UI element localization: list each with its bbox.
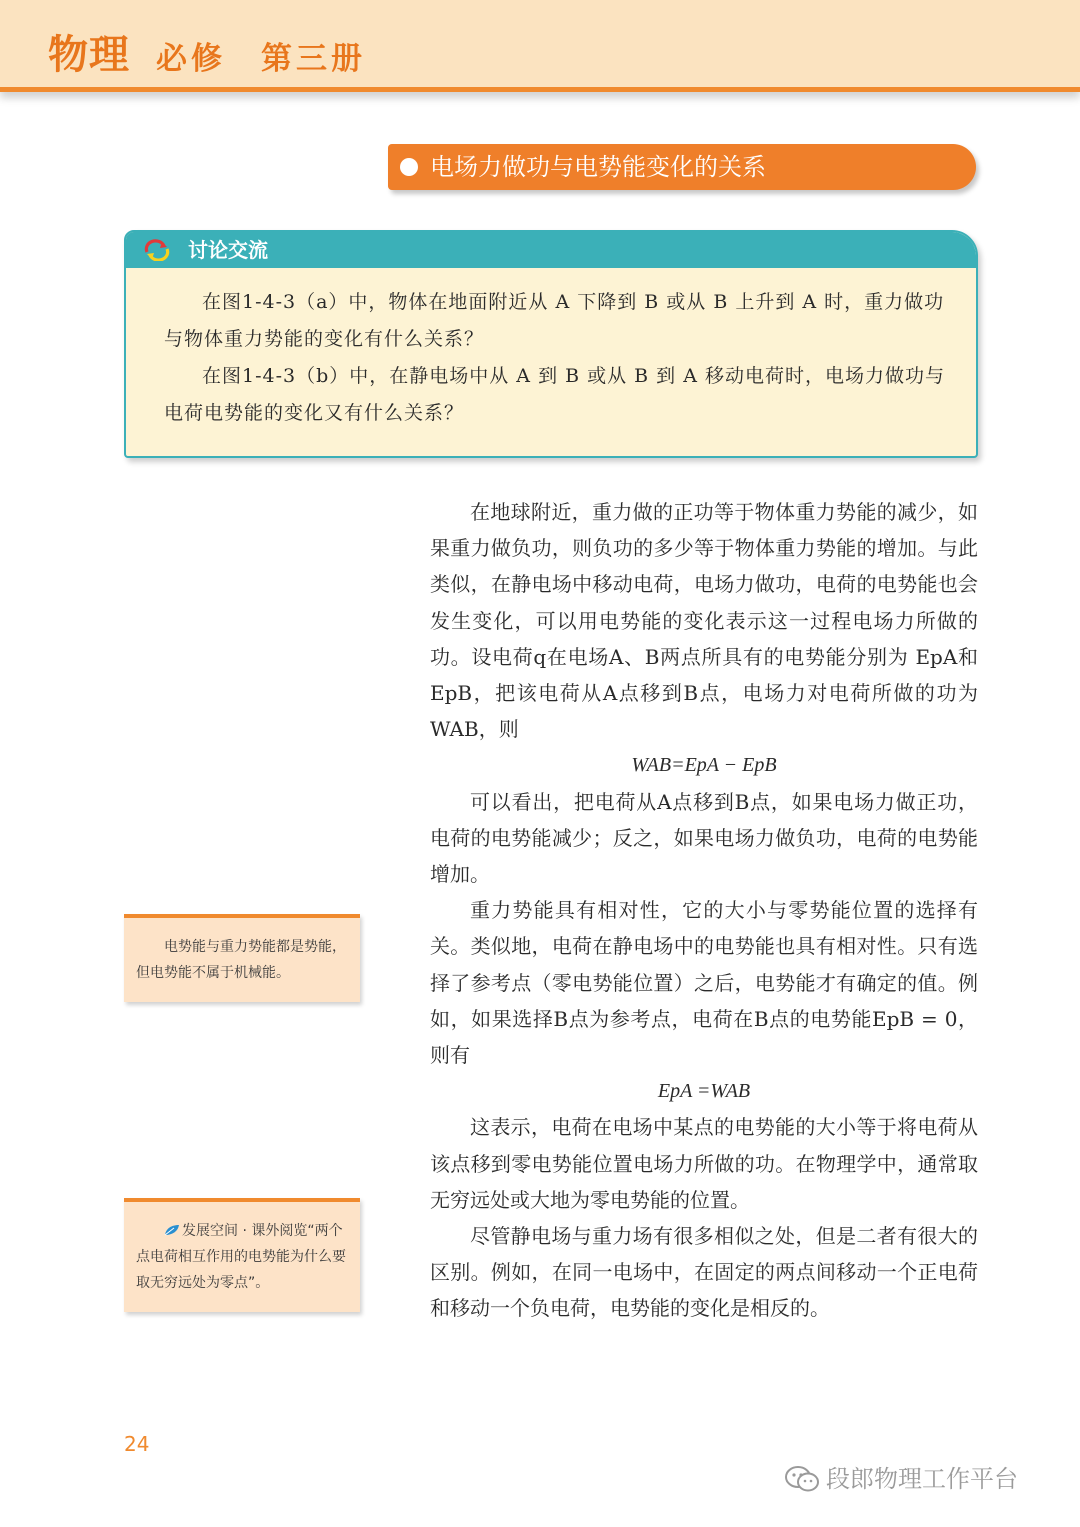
- discussion-box: [124, 230, 978, 458]
- discussion-paragraph: 在图1-4-3（a）中，物体在地面附近从 A 下降到 B 或从 B 上升到 A 时，重力做功与物体重力势能的变化有什么关系？: [164, 291, 945, 350]
- formula-work-energy: WAB=EpA − EpB: [631, 754, 777, 777]
- header-subject: 物理: [48, 32, 130, 78]
- section-heading: [388, 144, 976, 190]
- side-note-reading-paragraph: [136, 1218, 350, 1296]
- main-paragraph-4: 这表示，电荷在电场中某点的电势能的大小等于将电荷从该点移到零电势能位置电场力所做的功。在物理学中，通常取无穷远处或大地为零电势能的位置。: [430, 1115, 978, 1212]
- formula-potential-energy: EpA =WAB: [657, 1080, 751, 1103]
- main-text: [430, 494, 978, 1327]
- bullet-dot-icon: [400, 158, 418, 176]
- page-number: 24: [124, 1432, 150, 1456]
- page-header: [0, 0, 1080, 92]
- side-note-reading: [124, 1198, 360, 1312]
- header-book-title: 必修 第三册: [156, 41, 366, 77]
- discussion-paragraph: 在图1-4-3（b）中，在静电场中从 A 到 B 或从 B 到 A 移动电荷时，电场力做功与电荷电势能的变化又有什么关系？: [164, 365, 945, 424]
- watermark-text: 段郎物理工作平台: [826, 1465, 1018, 1493]
- leaf-icon: [164, 1224, 180, 1236]
- main-paragraph-5: 尽管静电场与重力场有很多相似之处，但是二者有很大的区别。例如，在同一电场中，在固定的两点间移动一个正电荷和移动一个负电荷，电势能的变化是相反的。: [430, 1224, 978, 1321]
- side-note-text: 电势能与重力势能都是势能，但电势能不属于机械能。: [136, 939, 346, 981]
- discussion-body: [164, 284, 948, 432]
- main-paragraph-3: 重力势能具有相对性，它的大小与零势能位置的选择有关。类似地，电荷在静电场中的电势能也具有相对性。只有选择了参考点（零电势能位置）之后，电势能才有确定的值。例如，如果选择B点为参考点，电荷在B点的电势能EpB = 0，则有: [430, 898, 978, 1068]
- section-title: 电场力做功与电势能变化的关系: [430, 153, 766, 181]
- discussion-title: 讨论交流: [188, 238, 268, 262]
- discussion-arrows-icon: [144, 239, 170, 261]
- chat-bubbles-icon: [784, 1465, 820, 1493]
- watermark: [784, 1462, 1018, 1496]
- side-note-text: 发展空间 · 课外阅览“两个点电荷相互作用的电势能为什么要取无穷远处为零点”。: [136, 1223, 346, 1291]
- main-paragraph-2: 可以看出，把电荷从A点移到B点，如果电场力做正功，电荷的电势能减少；反之，如果电场力做负功，电荷的电势能增加。: [430, 789, 978, 887]
- discussion-header: [126, 232, 976, 268]
- main-paragraph-1: 在地球附近，重力做的正功等于物体重力势能的减少，如果重力做负功，则负功的多少等于物体重力势能的增加。与此类似，在静电场中移动电荷，电场力做功，电荷的电势能也会发生变化，可以用电势能的变化表示这一过程电场力所做的功。设电荷q在电场A、B两点所具有的电势能分别为 EpA和EpB，把该电荷从A点移到B点，电场力对电荷所做的功为WAB，则: [430, 500, 978, 742]
- side-note-energy: [124, 914, 360, 1002]
